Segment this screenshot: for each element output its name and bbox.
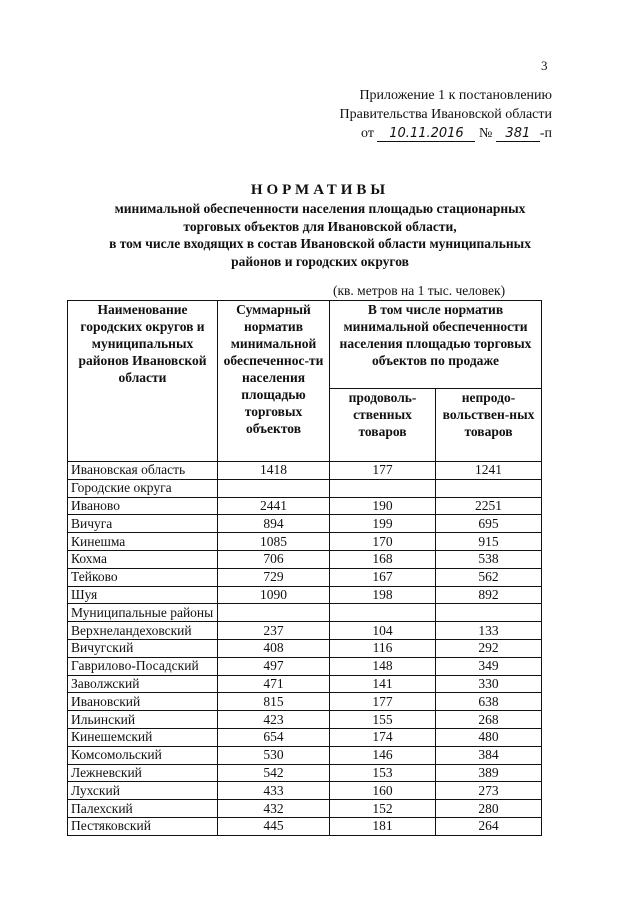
row-total-cell: 1418 <box>218 462 330 480</box>
table-row <box>68 817 542 835</box>
row-name-cell: Заволжский <box>68 675 218 693</box>
subtitle-line-4: районов и городских округов <box>231 253 409 269</box>
row-total-cell: 497 <box>218 657 330 675</box>
table-row <box>68 764 542 782</box>
page-number: 3 <box>541 58 548 73</box>
row-total-cell: 542 <box>218 764 330 782</box>
appendix-header <box>320 86 552 143</box>
units-note: (кв. метров на 1 тыс. человек) <box>333 283 506 298</box>
table-row <box>68 497 542 515</box>
table-row <box>68 568 542 586</box>
row-name-cell: Муниципальные районы <box>68 604 218 622</box>
row-food-cell: 199 <box>330 515 436 533</box>
row-food-cell: 141 <box>330 675 436 693</box>
row-food-cell: 177 <box>330 462 436 480</box>
row-food-cell <box>330 604 436 622</box>
row-name-cell: Верхнеландеховский <box>68 622 218 640</box>
table-body <box>68 462 542 836</box>
row-food-cell: 198 <box>330 586 436 604</box>
row-total-cell: 433 <box>218 782 330 800</box>
header-food: продоволь-ственных товаров <box>330 388 436 461</box>
row-nonfood-cell: 264 <box>436 817 542 835</box>
row-total-cell: 654 <box>218 728 330 746</box>
header-nonfood: непродо-вольствен-ных товаров <box>436 388 542 461</box>
header-including: В том числе норматив минимальной обеспеченности населения площадью торговых объектов по продаже <box>330 301 542 389</box>
row-nonfood-cell: 480 <box>436 728 542 746</box>
row-food-cell: 160 <box>330 782 436 800</box>
row-food-cell: 152 <box>330 800 436 818</box>
row-total-cell: 237 <box>218 622 330 640</box>
number-label: № <box>478 126 493 141</box>
table-row <box>68 462 542 480</box>
row-nonfood-cell: 273 <box>436 782 542 800</box>
row-name-cell: Ивановский <box>68 693 218 711</box>
row-total-cell: 2441 <box>218 497 330 515</box>
table-row <box>68 693 542 711</box>
row-nonfood-cell <box>436 479 542 497</box>
row-nonfood-cell <box>436 604 542 622</box>
row-food-cell: 181 <box>330 817 436 835</box>
row-name-cell: Лухский <box>68 782 218 800</box>
row-total-cell <box>218 604 330 622</box>
document-subtitle <box>70 200 570 270</box>
table-row <box>68 800 542 818</box>
row-food-cell: 174 <box>330 728 436 746</box>
row-total-cell: 530 <box>218 746 330 764</box>
row-nonfood-cell: 292 <box>436 639 542 657</box>
document-title: НОРМАТИВЫ <box>250 182 390 198</box>
row-total-cell: 815 <box>218 693 330 711</box>
row-nonfood-cell: 1241 <box>436 462 542 480</box>
handwritten-date: 10.11.2016 <box>377 127 475 142</box>
row-name-cell: Комсомольский <box>68 746 218 764</box>
row-nonfood-cell: 384 <box>436 746 542 764</box>
row-nonfood-cell: 2251 <box>436 497 542 515</box>
table-row <box>68 657 542 675</box>
row-nonfood-cell: 915 <box>436 533 542 551</box>
row-total-cell: 408 <box>218 639 330 657</box>
row-food-cell: 177 <box>330 693 436 711</box>
row-name-cell: Ивановская область <box>68 462 218 480</box>
row-name-cell: Кинешма <box>68 533 218 551</box>
row-nonfood-cell: 389 <box>436 764 542 782</box>
row-food-cell: 148 <box>330 657 436 675</box>
row-name-cell: Вичугский <box>68 639 218 657</box>
row-nonfood-cell: 892 <box>436 586 542 604</box>
row-name-cell: Ильинский <box>68 711 218 729</box>
row-food-cell <box>330 479 436 497</box>
row-total-cell: 894 <box>218 515 330 533</box>
table-row <box>68 746 542 764</box>
subtitle-line-1: минимальной обеспеченности населения площадью стационарных <box>114 201 526 216</box>
row-nonfood-cell: 349 <box>436 657 542 675</box>
row-total-cell: 445 <box>218 817 330 835</box>
from-label: от <box>361 126 374 141</box>
table-row <box>68 728 542 746</box>
row-food-cell: 104 <box>330 622 436 640</box>
row-nonfood-cell: 330 <box>436 675 542 693</box>
subtitle-line-2: торговых объектов для Ивановской области, <box>183 218 457 234</box>
header-row-1 <box>68 301 542 389</box>
row-total-cell: 729 <box>218 568 330 586</box>
row-name-cell: Лежневский <box>68 764 218 782</box>
row-name-cell: Тейково <box>68 568 218 586</box>
row-nonfood-cell: 562 <box>436 568 542 586</box>
row-total-cell: 706 <box>218 550 330 568</box>
row-total-cell: 1090 <box>218 586 330 604</box>
table-row <box>68 622 542 640</box>
table-row <box>68 711 542 729</box>
table-row <box>68 515 542 533</box>
handwritten-number: 381 <box>496 127 540 142</box>
appendix-date-line <box>320 124 552 143</box>
row-nonfood-cell: 695 <box>436 515 542 533</box>
row-total-cell: 1085 <box>218 533 330 551</box>
row-food-cell: 168 <box>330 550 436 568</box>
row-food-cell: 167 <box>330 568 436 586</box>
row-food-cell: 146 <box>330 746 436 764</box>
row-nonfood-cell: 133 <box>436 622 542 640</box>
row-name-cell: Иваново <box>68 497 218 515</box>
appendix-line-2: Правительства Ивановской области <box>339 107 552 122</box>
appendix-line-1: Приложение 1 к постановлению <box>359 88 552 103</box>
number-suffix: -п <box>539 126 552 141</box>
row-total-cell: 423 <box>218 711 330 729</box>
row-total-cell <box>218 479 330 497</box>
table-row <box>68 675 542 693</box>
row-name-cell: Кохма <box>68 550 218 568</box>
row-nonfood-cell: 638 <box>436 693 542 711</box>
row-name-cell: Шуя <box>68 586 218 604</box>
row-food-cell: 190 <box>330 497 436 515</box>
row-total-cell: 471 <box>218 675 330 693</box>
table-row <box>68 586 542 604</box>
row-food-cell: 116 <box>330 639 436 657</box>
row-food-cell: 170 <box>330 533 436 551</box>
header-total: Суммарный норматив минимальной обеспеченнос-ти населения площадью торговых объектов <box>218 301 330 462</box>
row-food-cell: 153 <box>330 764 436 782</box>
table-row <box>68 604 542 622</box>
table-row <box>68 533 542 551</box>
table-row <box>68 639 542 657</box>
row-name-cell: Городские округа <box>68 479 218 497</box>
table-row <box>68 550 542 568</box>
row-nonfood-cell: 280 <box>436 800 542 818</box>
subtitle-line-3: в том числе входящих в состав Ивановской области муниципальных <box>109 236 531 251</box>
row-total-cell: 432 <box>218 800 330 818</box>
table-row <box>68 782 542 800</box>
row-name-cell: Вичуга <box>68 515 218 533</box>
row-nonfood-cell: 538 <box>436 550 542 568</box>
table-row <box>68 479 542 497</box>
norms-table <box>67 300 542 836</box>
row-name-cell: Пестяковский <box>68 817 218 835</box>
row-name-cell: Палехский <box>68 800 218 818</box>
row-name-cell: Гаврилово-Посадский <box>68 657 218 675</box>
row-nonfood-cell: 268 <box>436 711 542 729</box>
row-food-cell: 155 <box>330 711 436 729</box>
row-name-cell: Кинешемский <box>68 728 218 746</box>
header-name: Наименование городских округов и муниципальных районов Ивановской области <box>68 301 218 462</box>
